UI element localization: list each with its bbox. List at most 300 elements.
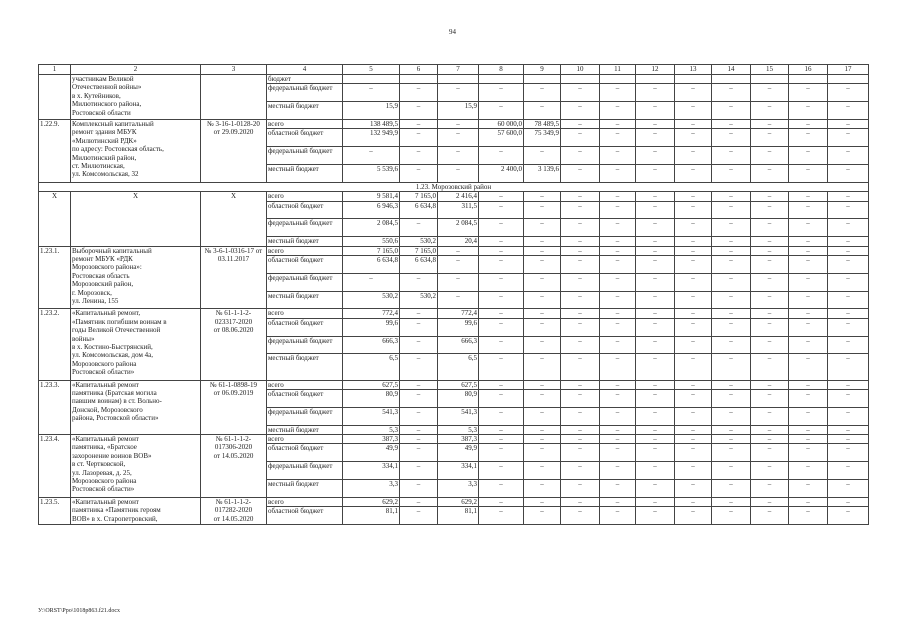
budget-type: местный бюджет xyxy=(267,425,343,434)
object-name-line: ул. Комсомольская, 32 xyxy=(72,170,139,179)
amount-cell: – xyxy=(479,354,524,380)
amount-cell: 99,6 xyxy=(438,318,479,336)
amount-cell: – xyxy=(712,147,751,165)
object-name-line: Морозовский район, xyxy=(72,280,134,289)
amount-cell: – xyxy=(636,147,675,165)
column-number: 10 xyxy=(561,65,600,75)
column-number: 12 xyxy=(636,65,675,75)
document-reference-line: 03.11.2017 xyxy=(217,255,250,264)
document-reference-line: № 3-16-1-0128-20 xyxy=(207,120,260,128)
amount-cell: – xyxy=(561,462,600,480)
item-number: 1.23.3. xyxy=(39,380,71,434)
amount-cell: – xyxy=(561,309,600,318)
amount-cell: – xyxy=(600,201,636,219)
budget-type: бюджет xyxy=(267,75,343,84)
amount-cell: 49,9 xyxy=(438,444,479,462)
object-name-line: Морозовского района xyxy=(72,359,137,368)
amount-cell: – xyxy=(789,462,828,480)
amount-cell: – xyxy=(751,309,789,318)
amount-cell: – xyxy=(828,390,869,408)
budget-type: федеральный бюджет xyxy=(267,273,343,291)
amount-cell: – xyxy=(600,256,636,274)
item-number: 1.22.9. xyxy=(39,120,71,183)
amount-cell: – xyxy=(675,480,712,498)
amount-cell: – xyxy=(636,318,675,336)
amount-cell: – xyxy=(828,237,869,246)
amount-cell: – xyxy=(479,407,524,425)
amount-cell: – xyxy=(751,291,789,309)
table-row xyxy=(39,75,869,84)
amount-cell: – xyxy=(479,380,524,389)
budget-type: местный бюджет xyxy=(267,291,343,309)
amount-cell: – xyxy=(712,497,751,506)
amount-cell: – xyxy=(675,273,712,291)
object-name-line: ул. Комсомольская, дом 4а, xyxy=(72,351,153,360)
amount-cell: – xyxy=(828,219,869,237)
amount-cell: – xyxy=(751,237,789,246)
amount-cell xyxy=(600,75,636,84)
amount-cell: – xyxy=(828,480,869,498)
amount-cell: – xyxy=(675,354,712,380)
page-number: 94 xyxy=(449,28,456,36)
object-name-line: годы Великой Отечественной xyxy=(72,326,161,335)
amount-cell: – xyxy=(789,318,828,336)
amount-cell: – xyxy=(712,273,751,291)
amount-cell: – xyxy=(636,165,675,183)
amount-cell: – xyxy=(438,273,479,291)
amount-cell: – xyxy=(400,354,438,380)
amount-cell: 772,4 xyxy=(438,309,479,318)
amount-cell: 541,3 xyxy=(343,407,400,425)
column-number: 3 xyxy=(201,65,267,75)
amount-cell: – xyxy=(751,192,789,201)
object-name-line: в ст. Чертковской, xyxy=(72,460,126,469)
amount-cell: – xyxy=(600,380,636,389)
amount-cell: – xyxy=(789,219,828,237)
financing-table xyxy=(38,64,869,525)
amount-cell: – xyxy=(400,318,438,336)
amount-cell: – xyxy=(561,435,600,444)
amount-cell: – xyxy=(712,480,751,498)
amount-cell: – xyxy=(524,354,561,380)
amount-cell: – xyxy=(479,435,524,444)
amount-cell: – xyxy=(828,407,869,425)
object-name xyxy=(71,497,201,524)
amount-cell: – xyxy=(524,84,561,102)
amount-cell: 15,9 xyxy=(438,102,479,120)
amount-cell: – xyxy=(479,192,524,201)
amount-cell: – xyxy=(400,84,438,102)
section-title: 1.23. Морозовский район xyxy=(39,182,869,191)
amount-cell: – xyxy=(636,444,675,462)
amount-cell: 666,3 xyxy=(343,336,400,354)
amount-cell: – xyxy=(479,390,524,408)
amount-cell xyxy=(524,75,561,84)
object-name-line: ст. Милютинская, xyxy=(72,162,125,171)
column-number: 17 xyxy=(828,65,869,75)
amount-cell: 138 489,5 xyxy=(343,120,400,129)
document-reference-line: № 61-1-1-2- xyxy=(215,435,252,443)
amount-cell: – xyxy=(479,291,524,309)
amount-cell: 550,6 xyxy=(343,237,400,246)
object-name-line: ВОВ» в х. Старопетровский, xyxy=(72,514,158,523)
object-name xyxy=(71,435,201,498)
amount-cell: – xyxy=(400,407,438,425)
amount-cell: – xyxy=(479,497,524,506)
amount-cell: – xyxy=(600,129,636,147)
amount-cell: – xyxy=(675,147,712,165)
object-name-line: Донской, Морозовского xyxy=(72,405,143,414)
amount-cell: – xyxy=(751,318,789,336)
amount-cell: – xyxy=(400,273,438,291)
document-reference-line: от 14.05.2020 xyxy=(213,514,254,523)
object-name-line: ул. Ленина, 155 xyxy=(72,297,119,306)
amount-cell: – xyxy=(675,407,712,425)
amount-cell: – xyxy=(479,425,524,434)
amount-cell: – xyxy=(751,246,789,255)
amount-cell: – xyxy=(751,407,789,425)
budget-type: федеральный бюджет xyxy=(267,407,343,425)
amount-cell: 2 416,4 xyxy=(438,192,479,201)
amount-cell: – xyxy=(751,390,789,408)
amount-cell: – xyxy=(561,390,600,408)
document-reference-line: 017306-2020 xyxy=(214,443,253,452)
amount-cell: – xyxy=(600,480,636,498)
amount-cell: – xyxy=(712,256,751,274)
amount-cell: – xyxy=(479,237,524,246)
amount-cell: 2 400,0 xyxy=(479,165,524,183)
amount-cell: – xyxy=(675,84,712,102)
amount-cell: – xyxy=(789,309,828,318)
amount-cell: – xyxy=(524,192,561,201)
amount-cell: – xyxy=(479,507,524,525)
item-number: 1.23.5. xyxy=(39,497,71,524)
amount-cell xyxy=(712,75,751,84)
amount-cell: – xyxy=(828,165,869,183)
object-name xyxy=(71,380,201,434)
budget-type: федеральный бюджет xyxy=(267,336,343,354)
amount-cell: – xyxy=(789,291,828,309)
amount-cell: – xyxy=(524,462,561,480)
amount-cell: – xyxy=(524,425,561,434)
amount-cell: – xyxy=(789,425,828,434)
amount-cell: – xyxy=(400,390,438,408)
table-row xyxy=(39,192,869,201)
amount-cell: – xyxy=(561,507,600,525)
amount-cell: – xyxy=(828,309,869,318)
budget-type: федеральный бюджет xyxy=(267,462,343,480)
amount-cell: 75 349,9 xyxy=(524,129,561,147)
amount-cell: – xyxy=(675,201,712,219)
amount-cell: – xyxy=(675,318,712,336)
amount-cell: – xyxy=(712,380,751,389)
amount-cell: – xyxy=(524,497,561,506)
amount-cell: – xyxy=(479,102,524,120)
item-number xyxy=(39,75,71,120)
amount-cell: – xyxy=(400,480,438,498)
amount-cell: – xyxy=(675,444,712,462)
amount-cell: – xyxy=(524,480,561,498)
amount-cell: 6 634,8 xyxy=(343,256,400,274)
amount-cell: – xyxy=(600,102,636,120)
document-reference xyxy=(201,435,267,498)
column-number: 8 xyxy=(479,65,524,75)
amount-cell: – xyxy=(343,84,400,102)
document-reference xyxy=(201,75,267,120)
amount-cell: – xyxy=(561,425,600,434)
amount-cell: – xyxy=(789,507,828,525)
amount-cell: – xyxy=(524,246,561,255)
budget-type: областной бюджет xyxy=(267,201,343,219)
amount-cell: 2 084,5 xyxy=(438,219,479,237)
amount-cell: – xyxy=(751,380,789,389)
amount-cell: 60 000,0 xyxy=(479,120,524,129)
amount-cell: – xyxy=(751,201,789,219)
object-name-line: по адресу: Ростовская область, xyxy=(72,145,164,154)
amount-cell: – xyxy=(600,192,636,201)
amount-cell: 334,1 xyxy=(343,462,400,480)
amount-cell: – xyxy=(524,102,561,120)
column-number: 15 xyxy=(751,65,789,75)
column-number: 6 xyxy=(400,65,438,75)
amount-cell: – xyxy=(600,309,636,318)
object-name-line: Ростовской области» xyxy=(72,485,135,494)
amount-cell: 6,5 xyxy=(438,354,479,380)
amount-cell: – xyxy=(789,201,828,219)
amount-cell: 80,9 xyxy=(343,390,400,408)
amount-cell: – xyxy=(600,291,636,309)
amount-cell: 81,1 xyxy=(438,507,479,525)
amount-cell: – xyxy=(600,407,636,425)
amount-cell: – xyxy=(789,407,828,425)
amount-cell: – xyxy=(600,507,636,525)
amount-cell: – xyxy=(438,84,479,102)
amount-cell: – xyxy=(524,237,561,246)
amount-cell: – xyxy=(438,120,479,129)
amount-cell: – xyxy=(400,309,438,318)
amount-cell: – xyxy=(561,192,600,201)
amount-cell: – xyxy=(712,435,751,444)
item-number: 1.23.1. xyxy=(39,246,71,309)
amount-cell: – xyxy=(712,309,751,318)
object-name-line: войны» xyxy=(72,334,95,343)
amount-cell: – xyxy=(789,480,828,498)
amount-cell: – xyxy=(712,407,751,425)
budget-type: местный бюджет xyxy=(267,480,343,498)
amount-cell: – xyxy=(636,291,675,309)
amount-cell: – xyxy=(479,309,524,318)
amount-cell: – xyxy=(524,256,561,274)
object-name xyxy=(71,309,201,380)
amount-cell: – xyxy=(751,354,789,380)
amount-cell xyxy=(400,75,438,84)
amount-cell: – xyxy=(675,336,712,354)
amount-cell: 5,3 xyxy=(343,425,400,434)
amount-cell: – xyxy=(524,273,561,291)
amount-cell: – xyxy=(561,380,600,389)
amount-cell: – xyxy=(828,120,869,129)
amount-cell: – xyxy=(828,246,869,255)
budget-type: местный бюджет xyxy=(267,102,343,120)
amount-cell: – xyxy=(751,462,789,480)
amount-cell: – xyxy=(561,237,600,246)
budget-type: федеральный бюджет xyxy=(267,219,343,237)
amount-cell: – xyxy=(712,120,751,129)
amount-cell: – xyxy=(828,273,869,291)
amount-cell: – xyxy=(675,462,712,480)
amount-cell: – xyxy=(751,480,789,498)
amount-cell: 7 165,0 xyxy=(343,246,400,255)
object-name-line: ремонт МБУК «РДК xyxy=(72,255,133,264)
amount-cell: – xyxy=(561,407,600,425)
amount-cell: 387,3 xyxy=(343,435,400,444)
budget-type: всего xyxy=(267,192,343,201)
object-name-line: Милютинский район, xyxy=(72,153,137,162)
amount-cell: – xyxy=(400,462,438,480)
amount-cell: – xyxy=(751,84,789,102)
amount-cell: – xyxy=(675,120,712,129)
amount-cell: – xyxy=(675,237,712,246)
amount-cell: – xyxy=(636,256,675,274)
amount-cell: – xyxy=(600,165,636,183)
object-name-line: в х. Костино-Быстрянский, xyxy=(72,343,153,352)
document-reference-line: № 61-1-1-2- xyxy=(215,309,252,318)
amount-cell: – xyxy=(751,497,789,506)
amount-cell: – xyxy=(712,462,751,480)
amount-cell: – xyxy=(524,219,561,237)
object-name-line: памятника «Памятник героям xyxy=(72,506,161,515)
amount-cell: – xyxy=(712,354,751,380)
amount-cell: – xyxy=(828,147,869,165)
amount-cell: 3,3 xyxy=(343,480,400,498)
object-name-line: Х xyxy=(132,192,139,201)
amount-cell: – xyxy=(479,84,524,102)
document-reference xyxy=(201,309,267,380)
budget-type: местный бюджет xyxy=(267,165,343,183)
budget-type: всего xyxy=(267,380,343,389)
amount-cell: 20,4 xyxy=(438,237,479,246)
amount-cell: – xyxy=(561,219,600,237)
object-name-line: «Капитальный ремонт, xyxy=(72,309,141,318)
column-number-row xyxy=(39,65,869,75)
amount-cell: – xyxy=(400,497,438,506)
amount-cell: – xyxy=(438,147,479,165)
amount-cell: 334,1 xyxy=(438,462,479,480)
amount-cell: – xyxy=(524,309,561,318)
amount-cell: – xyxy=(561,336,600,354)
amount-cell: – xyxy=(400,129,438,147)
amount-cell: – xyxy=(712,291,751,309)
amount-cell: – xyxy=(600,462,636,480)
column-number: 4 xyxy=(267,65,343,75)
amount-cell: 6,5 xyxy=(343,354,400,380)
amount-cell: 7 165,0 xyxy=(400,192,438,201)
amount-cell: – xyxy=(712,507,751,525)
amount-cell: – xyxy=(751,165,789,183)
amount-cell: – xyxy=(751,256,789,274)
amount-cell: – xyxy=(524,201,561,219)
amount-cell: – xyxy=(789,444,828,462)
document-reference-line: № 3-6-1-0316-17 от xyxy=(204,246,263,255)
amount-cell: – xyxy=(828,354,869,380)
amount-cell: 9 581,4 xyxy=(343,192,400,201)
budget-type: областной бюджет xyxy=(267,507,343,525)
amount-cell: – xyxy=(789,192,828,201)
amount-cell: – xyxy=(712,165,751,183)
amount-cell: – xyxy=(675,219,712,237)
amount-cell: – xyxy=(479,219,524,237)
budget-type: местный бюджет xyxy=(267,354,343,380)
amount-cell: – xyxy=(675,256,712,274)
amount-cell: – xyxy=(712,444,751,462)
object-name-line: памятника (Братская могила xyxy=(72,389,157,397)
table-row xyxy=(39,380,869,389)
amount-cell: – xyxy=(600,273,636,291)
object-name-line: «Памятник погибшим воинам в xyxy=(72,317,167,326)
amount-cell: – xyxy=(828,256,869,274)
amount-cell: – xyxy=(636,497,675,506)
amount-cell xyxy=(789,75,828,84)
amount-cell: – xyxy=(479,462,524,480)
amount-cell: – xyxy=(600,237,636,246)
amount-cell: 530,2 xyxy=(343,291,400,309)
amount-cell: – xyxy=(712,336,751,354)
amount-cell: – xyxy=(636,336,675,354)
amount-cell: – xyxy=(828,462,869,480)
amount-cell: – xyxy=(675,435,712,444)
table-row xyxy=(39,497,869,506)
amount-cell: 5 539,6 xyxy=(343,165,400,183)
amount-cell: – xyxy=(636,354,675,380)
amount-cell: – xyxy=(712,219,751,237)
object-name xyxy=(71,192,201,246)
amount-cell: – xyxy=(600,219,636,237)
object-name-line: памятника, «Братское xyxy=(72,443,137,452)
amount-cell: – xyxy=(828,192,869,201)
amount-cell: – xyxy=(789,237,828,246)
amount-cell: – xyxy=(712,192,751,201)
table-row xyxy=(39,309,869,318)
amount-cell: – xyxy=(600,444,636,462)
object-name-line: в х. Кутейников, xyxy=(72,91,121,100)
column-number: 7 xyxy=(438,65,479,75)
amount-cell: – xyxy=(828,201,869,219)
column-number: 14 xyxy=(712,65,751,75)
amount-cell xyxy=(751,75,789,84)
object-name xyxy=(71,246,201,309)
object-name-line: Морозовского района»: xyxy=(72,263,142,272)
amount-cell: – xyxy=(400,435,438,444)
amount-cell: – xyxy=(600,246,636,255)
amount-cell: – xyxy=(561,147,600,165)
amount-cell: – xyxy=(479,246,524,255)
budget-type: федеральный бюджет xyxy=(267,147,343,165)
amount-cell: 81,1 xyxy=(343,507,400,525)
document-reference-line: от 29.09.2020 xyxy=(213,128,254,137)
amount-cell: – xyxy=(561,318,600,336)
column-number: 5 xyxy=(343,65,400,75)
item-number: 1.23.4. xyxy=(39,435,71,498)
document-reference-line: от 08.06.2020 xyxy=(213,326,254,335)
object-name xyxy=(71,75,201,120)
amount-cell: – xyxy=(600,390,636,408)
amount-cell: 627,5 xyxy=(438,380,479,389)
amount-cell: – xyxy=(561,201,600,219)
amount-cell: – xyxy=(561,273,600,291)
amount-cell xyxy=(561,75,600,84)
amount-cell: – xyxy=(561,354,600,380)
amount-cell: – xyxy=(789,256,828,274)
